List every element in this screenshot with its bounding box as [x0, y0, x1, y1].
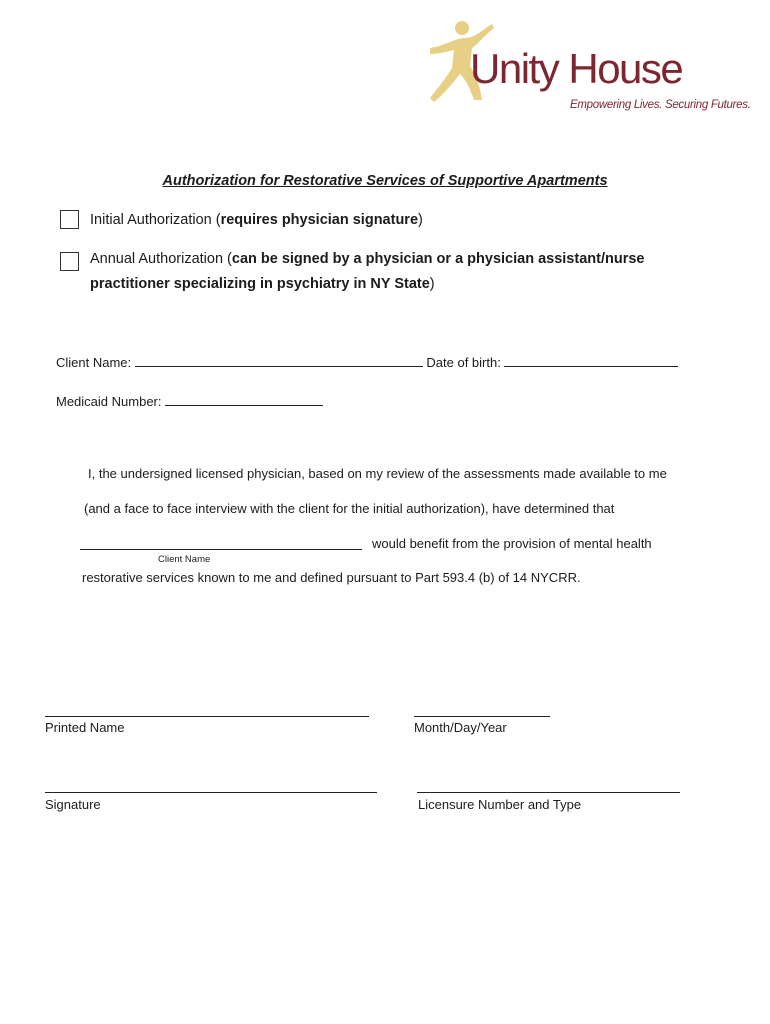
licensure-label: Licensure Number and Type [418, 797, 582, 812]
statement-line-3: would benefit from the provision of mental health [372, 536, 652, 551]
date-label: Month/Day/Year [414, 720, 507, 735]
annual-authorization-label [90, 247, 730, 297]
initial-authorization-label [90, 208, 423, 233]
signature-line[interactable] [45, 792, 377, 793]
option-text: ) [418, 212, 423, 228]
signature-label: Signature [45, 797, 101, 812]
logo-name: Unity House [470, 45, 683, 92]
licensure-line[interactable] [417, 792, 680, 793]
unity-house-logo [420, 18, 751, 118]
client-name-field[interactable] [135, 354, 423, 367]
option-text: Annual Authorization ( [90, 251, 232, 267]
dob-label: Date of birth: [426, 355, 501, 370]
printed-name-label: Printed Name [45, 720, 125, 735]
statement-line-2: (and a face to face interview with the client for the initial authorization), have determined that [84, 501, 615, 516]
medicaid-field[interactable] [165, 393, 323, 406]
statement-client-name-field[interactable] [80, 537, 362, 550]
option-text: ) [429, 276, 435, 292]
initial-authorization-checkbox[interactable] [60, 210, 79, 229]
option-bold-text: practitioner specializing in psychiatry in NY State [90, 276, 430, 292]
printed-name-line[interactable] [45, 716, 369, 717]
statement-line-1: I, the undersigned licensed physician, based on my review of the assessments made available to me [88, 466, 667, 481]
statement-line-4: restorative services known to me and defined pursuant to Part 593.4 (b) of 14 NYCRR. [82, 570, 581, 585]
medicaid-row [56, 393, 323, 409]
option-bold-text: requires physician signature [220, 212, 419, 228]
option-text: Initial Authorization ( [90, 212, 221, 228]
date-line[interactable] [414, 716, 550, 717]
option-bold-text: can be signed by a physician or a physician assistant/nurse [231, 251, 645, 267]
medicaid-label: Medicaid Number: [56, 394, 162, 409]
form-title: Authorization for Restorative Services of Supportive Apartments [162, 173, 608, 189]
client-name-label: Client Name: [56, 355, 132, 370]
client-name-caption: Client Name [158, 554, 211, 565]
logo-tagline: Empowering Lives. Securing Futures. [570, 99, 751, 111]
annual-authorization-checkbox[interactable] [60, 252, 79, 271]
client-info-row [56, 354, 678, 370]
dob-field[interactable] [504, 354, 678, 367]
